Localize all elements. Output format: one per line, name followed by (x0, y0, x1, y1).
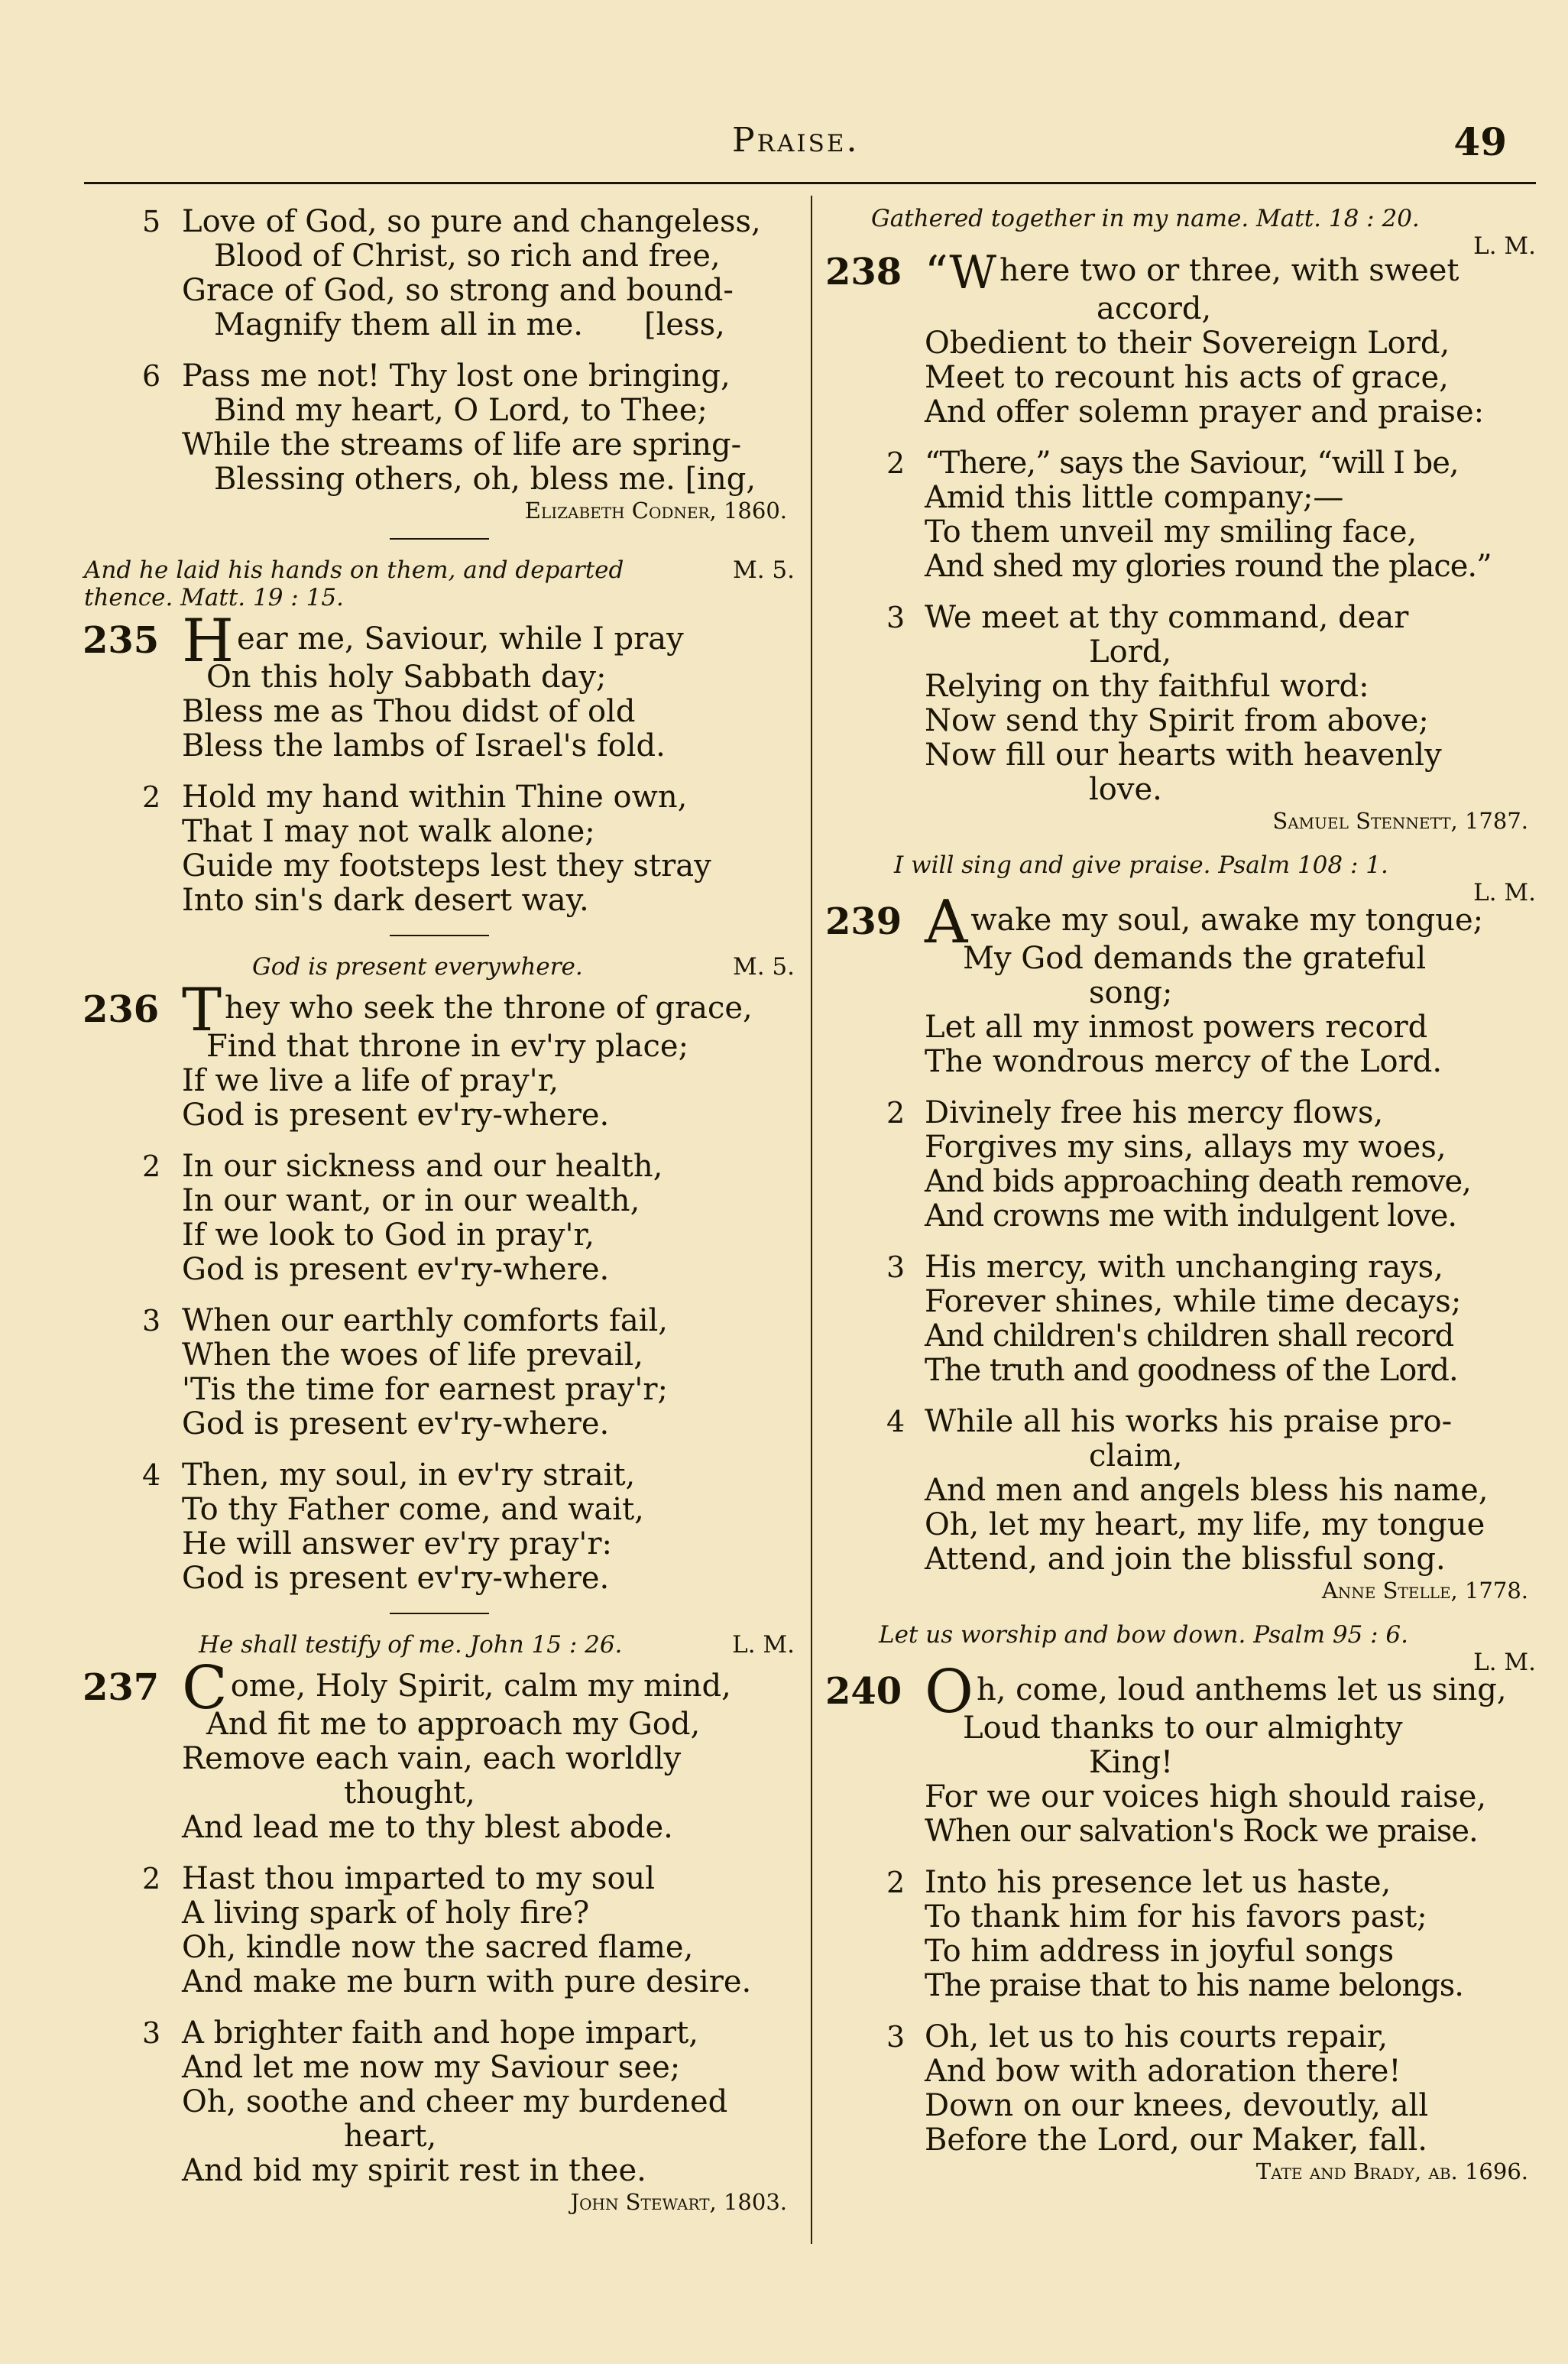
verse-line: His mercy, with unchanging rays, (925, 1250, 1443, 1285)
stanza (84, 1458, 795, 1596)
verse-line: Bind my heart, O Lord, to Thee; (214, 393, 708, 428)
verse-line: Oh, soothe and cheer my burdened (182, 2084, 728, 2119)
stanza (825, 1096, 1536, 1234)
verse-line: To thank him for his favors past; (925, 1899, 1427, 1934)
verse-number: 3 (142, 1304, 161, 1338)
scripture-reference: He shall testify of me. John 15 : 26. (199, 1631, 623, 1659)
verse-line: And fit me to approach my God, (206, 1707, 701, 1742)
verse-number: 6 (142, 359, 161, 393)
hymn-author: Tate and Brady, ab. 1696. (1255, 2158, 1528, 2184)
stanza (825, 1658, 1536, 1849)
verse-line: He will answer ev'ry pray'r: (182, 1526, 612, 1561)
stanza (83, 607, 795, 764)
verse-line: “There,” says the Saviour, “will I be, (925, 446, 1459, 481)
verse-line: Blessing others, oh, bless me. [ing, (214, 462, 756, 497)
verse-line: Love of God, so pure and changeless, (182, 204, 761, 239)
verse-line: Now fill our hearts with heavenly (925, 738, 1442, 773)
verse-line: In our want, or in our wealth, (182, 1183, 640, 1218)
verse-number: 3 (142, 2016, 161, 2050)
verse-line: While the streams of life are spring- (182, 427, 742, 462)
verse-number: 4 (886, 1405, 905, 1438)
verse-line: Into his presence let us haste, (925, 1865, 1391, 1900)
first-line (83, 607, 795, 676)
verse-line: To thy Father come, and wait, (182, 1492, 644, 1527)
stanza (825, 888, 1536, 1079)
verse-line: The praise that to his name belongs. (925, 1968, 1463, 2003)
meter: M. 5. (732, 556, 795, 584)
hymn-author: Samuel Stennett, 1787. (1272, 808, 1528, 834)
verse-line: Oh, kindle now the sacred flame, (182, 1930, 694, 1965)
verse-line: A living spark of holy fire? (182, 1895, 590, 1931)
drop-cap: T (182, 976, 222, 1045)
verse-line: heart, (344, 2119, 437, 2154)
verse-line: Magnify them all in me. [less, (214, 307, 725, 342)
drop-cap: C (182, 1654, 228, 1723)
stanza (84, 1150, 795, 1287)
drop-cap: O (925, 1658, 974, 1727)
verse-line: And men and angels bless his name, (925, 1473, 1489, 1508)
drop-cap: “W (925, 246, 997, 300)
verse-number: 2 (142, 780, 161, 814)
verse-line: Bless me as Thou didst of old (182, 694, 636, 729)
verse-line: Find that throne in ev'ry place; (206, 1029, 689, 1064)
verse-line: When the woes of life prevail, (182, 1338, 644, 1373)
stanza (84, 1304, 795, 1441)
first-line-text: ear me, Saviour, while I pray (237, 621, 684, 657)
verse-line: The truth and goodness of the Lord. (925, 1353, 1458, 1388)
hymn-238 (825, 205, 1536, 835)
verse-number: 2 (886, 446, 905, 480)
stanza (825, 1866, 1536, 2003)
hymn-number: 237 (83, 1666, 160, 1709)
meter: L. M. (1473, 232, 1536, 260)
verse-line: We meet at thy command, dear (925, 600, 1409, 635)
stanza (825, 1405, 1536, 1577)
hymn-number: 235 (83, 619, 160, 662)
verse-line: To them unveil my smiling face, (925, 514, 1417, 550)
stanza (84, 205, 795, 342)
verse-line: Blood of Christ, so rich and free, (214, 238, 721, 274)
verse-number: 5 (142, 205, 161, 238)
verse-line: Pass me not! Thy lost one bringing, (182, 358, 731, 394)
hymn-234-continued (84, 205, 795, 524)
verse-line: While all his works his praise pro- (925, 1404, 1453, 1439)
verse-line: And shed my glories round the place.” (925, 549, 1492, 584)
verse-line: And let me now my Saviour see; (182, 2050, 681, 2085)
drop-cap: A (925, 888, 968, 957)
verse-line: 'Tis the time for earnest pray'r; (182, 1372, 668, 1407)
verse-line: Now send thy Spirit from above; (925, 703, 1429, 738)
verse-line: King! (1089, 1745, 1174, 1780)
verse-line: And make me burn with pure desire. (182, 1964, 752, 1999)
verse-line: Before the Lord, our Maker, fall. (925, 2122, 1427, 2158)
verse-line: Forever shines, while time decays; (925, 1284, 1462, 1319)
right-column (825, 205, 1536, 2185)
verse-line: When our earthly comforts fail, (182, 1303, 668, 1338)
verse-line: Hast thou imparted to my soul (182, 1861, 656, 1896)
drop-cap: H (182, 607, 235, 676)
verse-line: Loud thanks to our almighty (963, 1711, 1403, 1746)
hymn-236 (84, 953, 795, 1596)
verse-number: 3 (886, 1250, 905, 1284)
first-line-text: wake my soul, awake my tongue; (970, 903, 1484, 938)
hymn-235 (84, 556, 795, 918)
column-divider (811, 196, 812, 2244)
verse-number: 2 (886, 1866, 905, 1899)
meter: M. 5. (732, 953, 795, 981)
section-separator (390, 1613, 489, 1614)
scripture-reference: Let us worship and bow down. Psalm 95 : 6. (879, 1621, 1408, 1649)
meter: L. M. (732, 1631, 795, 1659)
verse-line: Oh, let us to his courts repair, (925, 2019, 1388, 2054)
hymn-number: 240 (825, 1670, 902, 1713)
verse-line: And bids approaching death remove, (925, 1164, 1471, 1199)
verse-line: Then, my soul, in ev'ry strait, (182, 1458, 636, 1493)
section-separator (390, 538, 489, 540)
first-line-text: h, come, loud anthems let us sing, (976, 1672, 1507, 1707)
stanza (84, 780, 795, 918)
verse-line: God is present ev'ry-where. (182, 1252, 610, 1287)
verse-line: God is present ev'ry-where. (182, 1406, 610, 1441)
verse-line: For we our voices high should raise, (925, 1779, 1487, 1814)
verse-line: Guide my footsteps lest they stray (182, 848, 711, 884)
verse-line: Remove each vain, each worldly (182, 1741, 682, 1776)
first-line (83, 976, 795, 1045)
verse-number: 4 (142, 1458, 161, 1492)
stanza (825, 2020, 1536, 2158)
verse-line: And bow with adoration there! (925, 2054, 1401, 2089)
page-header (84, 121, 1537, 168)
verse-line: Oh, let my heart, my life, my tongue (925, 1507, 1485, 1542)
verse-line: Lord, (1089, 634, 1172, 670)
stanza (825, 1250, 1536, 1388)
verse-line: That I may not walk alone; (182, 814, 595, 849)
verse-line: To him address in joyful songs (925, 1934, 1395, 1969)
verse-number: 3 (886, 601, 905, 634)
verse-line: My God demands the grateful (963, 941, 1427, 976)
stanza (84, 359, 795, 497)
left-column (84, 205, 795, 2216)
verse-line: God is present ev'ry-where. (182, 1561, 610, 1596)
verse-line: claim, (1089, 1438, 1183, 1474)
hymn-heading (84, 556, 795, 611)
verse-number: 2 (886, 1096, 905, 1130)
stanza (83, 1654, 795, 1845)
verse-line: Attend, and join the blissful song. (925, 1542, 1446, 1577)
section-title: Praise. (732, 121, 860, 160)
verse-line: The wondrous mercy of the Lord. (925, 1044, 1443, 1079)
verse-line: Obedient to their Sovereign Lord, (925, 326, 1450, 361)
verse-line: And crowns me with indulgent love. (925, 1198, 1457, 1234)
verse-line: Let all my inmost powers record (925, 1010, 1428, 1045)
verse-line: love. (1089, 772, 1162, 807)
stanza (84, 2016, 795, 2188)
verse-line: accord, (1097, 291, 1212, 326)
verse-line: Divinely free his mercy flows, (925, 1095, 1384, 1130)
hymn-239 (825, 851, 1536, 1604)
verse-line: On this holy Sabbath day; (206, 660, 607, 695)
first-line-text: ome, Holy Spirit, calm my mind, (230, 1668, 731, 1704)
hymn-author: Anne Stelle, 1778. (1321, 1578, 1528, 1604)
verse-line: And offer solemn prayer and praise: (925, 394, 1485, 430)
page-number: 49 (1453, 119, 1507, 164)
hymn-237 (84, 1631, 795, 2216)
hymn-author: John Stewart, 1803. (570, 2189, 787, 2215)
verse-line: song; (1089, 975, 1173, 1010)
scripture-reference: I will sing and give praise. Psalm 108 : 1. (894, 851, 1388, 879)
verse-line: Hold my hand within Thine own, (182, 780, 688, 815)
verse-line: Into sin's dark desert way. (182, 883, 589, 918)
verse-line: Forgives my sins, allays my woes, (925, 1130, 1447, 1165)
verse-line: Relying on thy faithful word: (925, 669, 1369, 704)
verse-line: God is present ev'ry-where. (182, 1098, 610, 1133)
verse-line: Grace of God, so strong and bound- (182, 273, 734, 308)
hymn-author: Elizabeth Codner, 1860. (524, 498, 787, 524)
stanza (825, 601, 1536, 807)
hymn-number: 239 (825, 900, 902, 943)
verse-line: A brighter faith and hope impart, (182, 2015, 698, 2051)
scripture-reference: Gathered together in my name. Matt. 18 : 20. (871, 205, 1420, 232)
first-line-text: here two or three, with sweet (999, 253, 1459, 288)
verse-number: 2 (142, 1150, 161, 1183)
verse-number: 3 (886, 2020, 905, 2054)
section-separator (390, 935, 489, 936)
header-rule (84, 182, 1536, 184)
verse-line: In our sickness and our health, (182, 1149, 663, 1184)
hymn-240 (825, 1621, 1536, 2185)
stanza (83, 976, 795, 1133)
stanza (84, 1862, 795, 1999)
scripture-reference: God is present everywhere. (252, 953, 583, 981)
verse-line: And lead me to thy blest abode. (182, 1810, 673, 1845)
scripture-reference: And he laid his hands on them, and departed thence. Matt. 19 : 15. (84, 556, 624, 611)
verse-line: If we look to God in pray'r, (182, 1218, 594, 1253)
verse-line: Down on our knees, devoutly, all (925, 2088, 1429, 2123)
verse-number: 2 (142, 1862, 161, 1895)
verse-line: And bid my spirit rest in thee. (182, 2153, 646, 2188)
first-line (83, 1654, 795, 1723)
hymn-number: 238 (825, 251, 902, 293)
verse-line: If we live a life of pray'r, (182, 1063, 559, 1098)
verse-line: Amid this little company;— (925, 480, 1344, 515)
stanza (825, 446, 1536, 584)
hymn-number: 236 (83, 988, 160, 1031)
meter: L. M. (1473, 1649, 1536, 1676)
verse-line: thought, (344, 1775, 475, 1811)
meter: L. M. (1473, 879, 1536, 906)
first-line-text: hey who seek the throne of grace, (225, 991, 753, 1026)
verse-line: Meet to recount his acts of grace, (925, 360, 1449, 395)
verse-line: Bless the lambs of Israel's fold. (182, 728, 666, 764)
verse-line: When our salvation's Rock we praise. (925, 1814, 1478, 1849)
verse-line: And children's children shall record (925, 1318, 1454, 1354)
